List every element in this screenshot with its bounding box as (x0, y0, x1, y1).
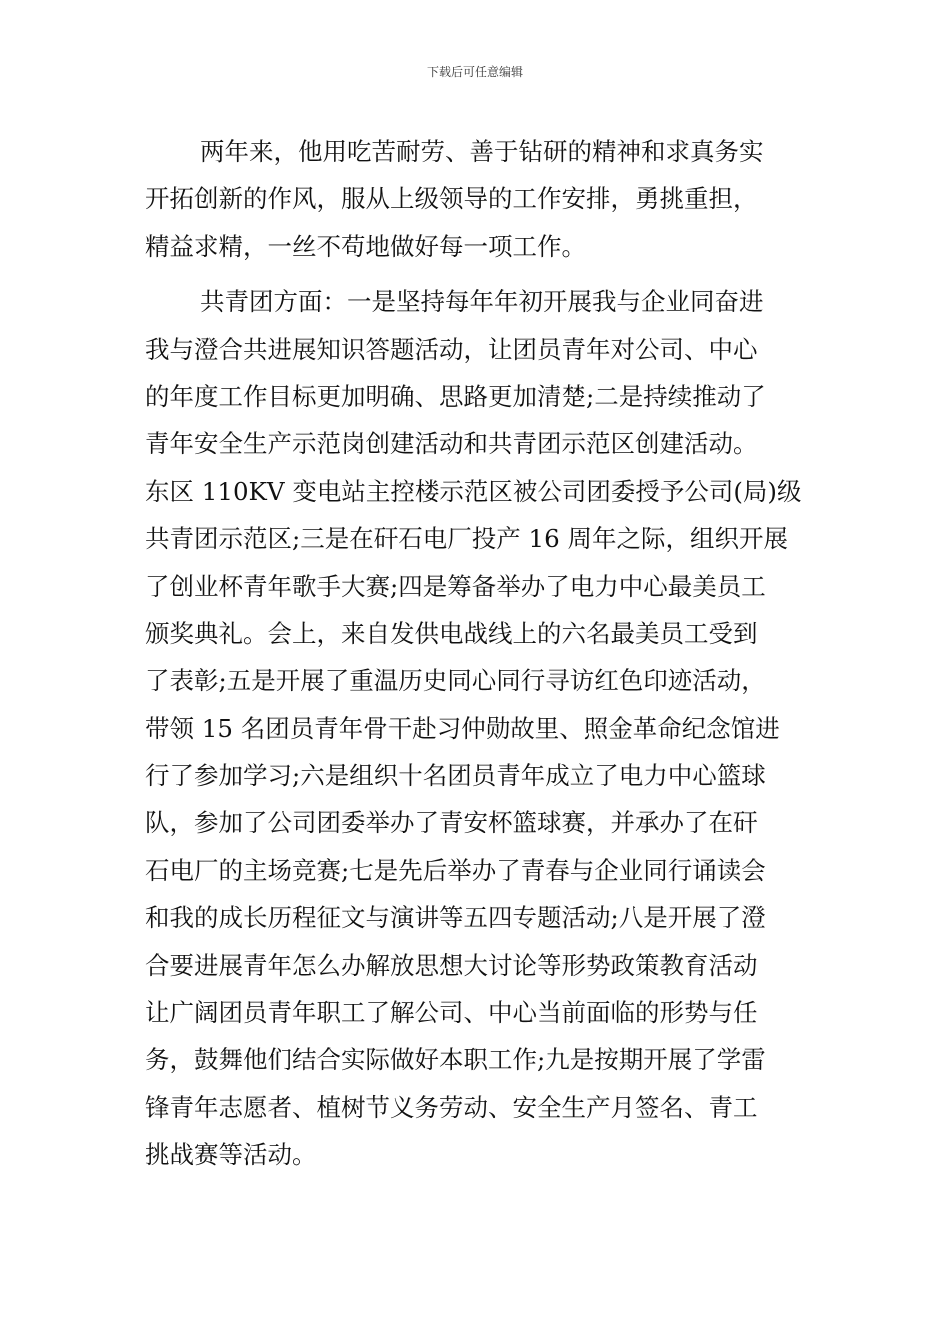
text-line: 的年度工作目标更加明确、思路更加清楚;二是持续推动了 (145, 381, 766, 411)
text-line: 行了参加学习;六是组织十名团员青年成立了电力中心篮球 (145, 761, 766, 791)
text-line: 东区 110KV 变电站主控楼示范区被公司团委授予公司(局)级 (145, 476, 802, 506)
text-line: 两年来，他用吃苦耐劳、善于钻研的精神和求真务实 (200, 137, 764, 166)
text-line: 合要进展青年怎么办解放思想大讨论等形势政策教育活动 (145, 950, 758, 980)
paragraph-2 (145, 278, 801, 1178)
text-line: 挑战赛等活动。 (145, 1140, 317, 1170)
text-line: 共青团示范区;三是在矸石电厂投产 16 周年之际，组织开展 (145, 524, 789, 554)
text-line: 队，参加了公司团委举办了青安杯篮球赛，并承办了在矸 (145, 808, 758, 838)
text-line: 和我的成长历程征文与演讲等五四专题活动;八是开展了澄 (145, 903, 766, 933)
page-header-note: 下载后可任意编辑 (426, 65, 523, 79)
document-body (145, 128, 801, 1179)
text-line: 了创业杯青年歌手大赛;四是筹备举办了电力中心最美员工 (145, 571, 766, 601)
text-line: 颁奖典礼。会上，来自发供电战线上的六名最美员工受到 (145, 618, 758, 648)
text-line: 带领 15 名团员青年骨干赴习仲勋故里、照金革命纪念馆进 (145, 713, 780, 743)
text-line: 锋青年志愿者、植树节义务劳动、安全生产月签名、青工 (145, 1092, 758, 1122)
text-line: 精益求精，一丝不苟地做好每一项工作。 (145, 231, 586, 261)
text-line: 让广阔团员青年职工了解公司、中心当前面临的形势与任 (145, 998, 758, 1028)
text-line: 青年安全生产示范岗创建活动和共青团示范区创建活动。 (145, 429, 758, 459)
text-line: 共青团方面：一是坚持每年年初开展我与企业同奋进 (200, 287, 764, 317)
text-line: 我与澄合共进展知识答题活动，让团员青年对公司、中心 (145, 334, 758, 364)
text-line: 了表彰;五是开展了重温历史同心同行寻访红色印迹活动， (145, 666, 766, 696)
text-line: 石电厂的主场竞赛;七是先后举办了青春与企业同行诵读会 (145, 855, 766, 885)
paragraph-1 (145, 128, 801, 270)
text-line: 务，鼓舞他们结合实际做好本职工作;九是按期开展了学雷 (145, 1045, 766, 1075)
paragraph-gap (145, 270, 801, 278)
text-line: 开拓创新的作风，服从上级领导的工作安排，勇挑重担， (145, 184, 758, 214)
